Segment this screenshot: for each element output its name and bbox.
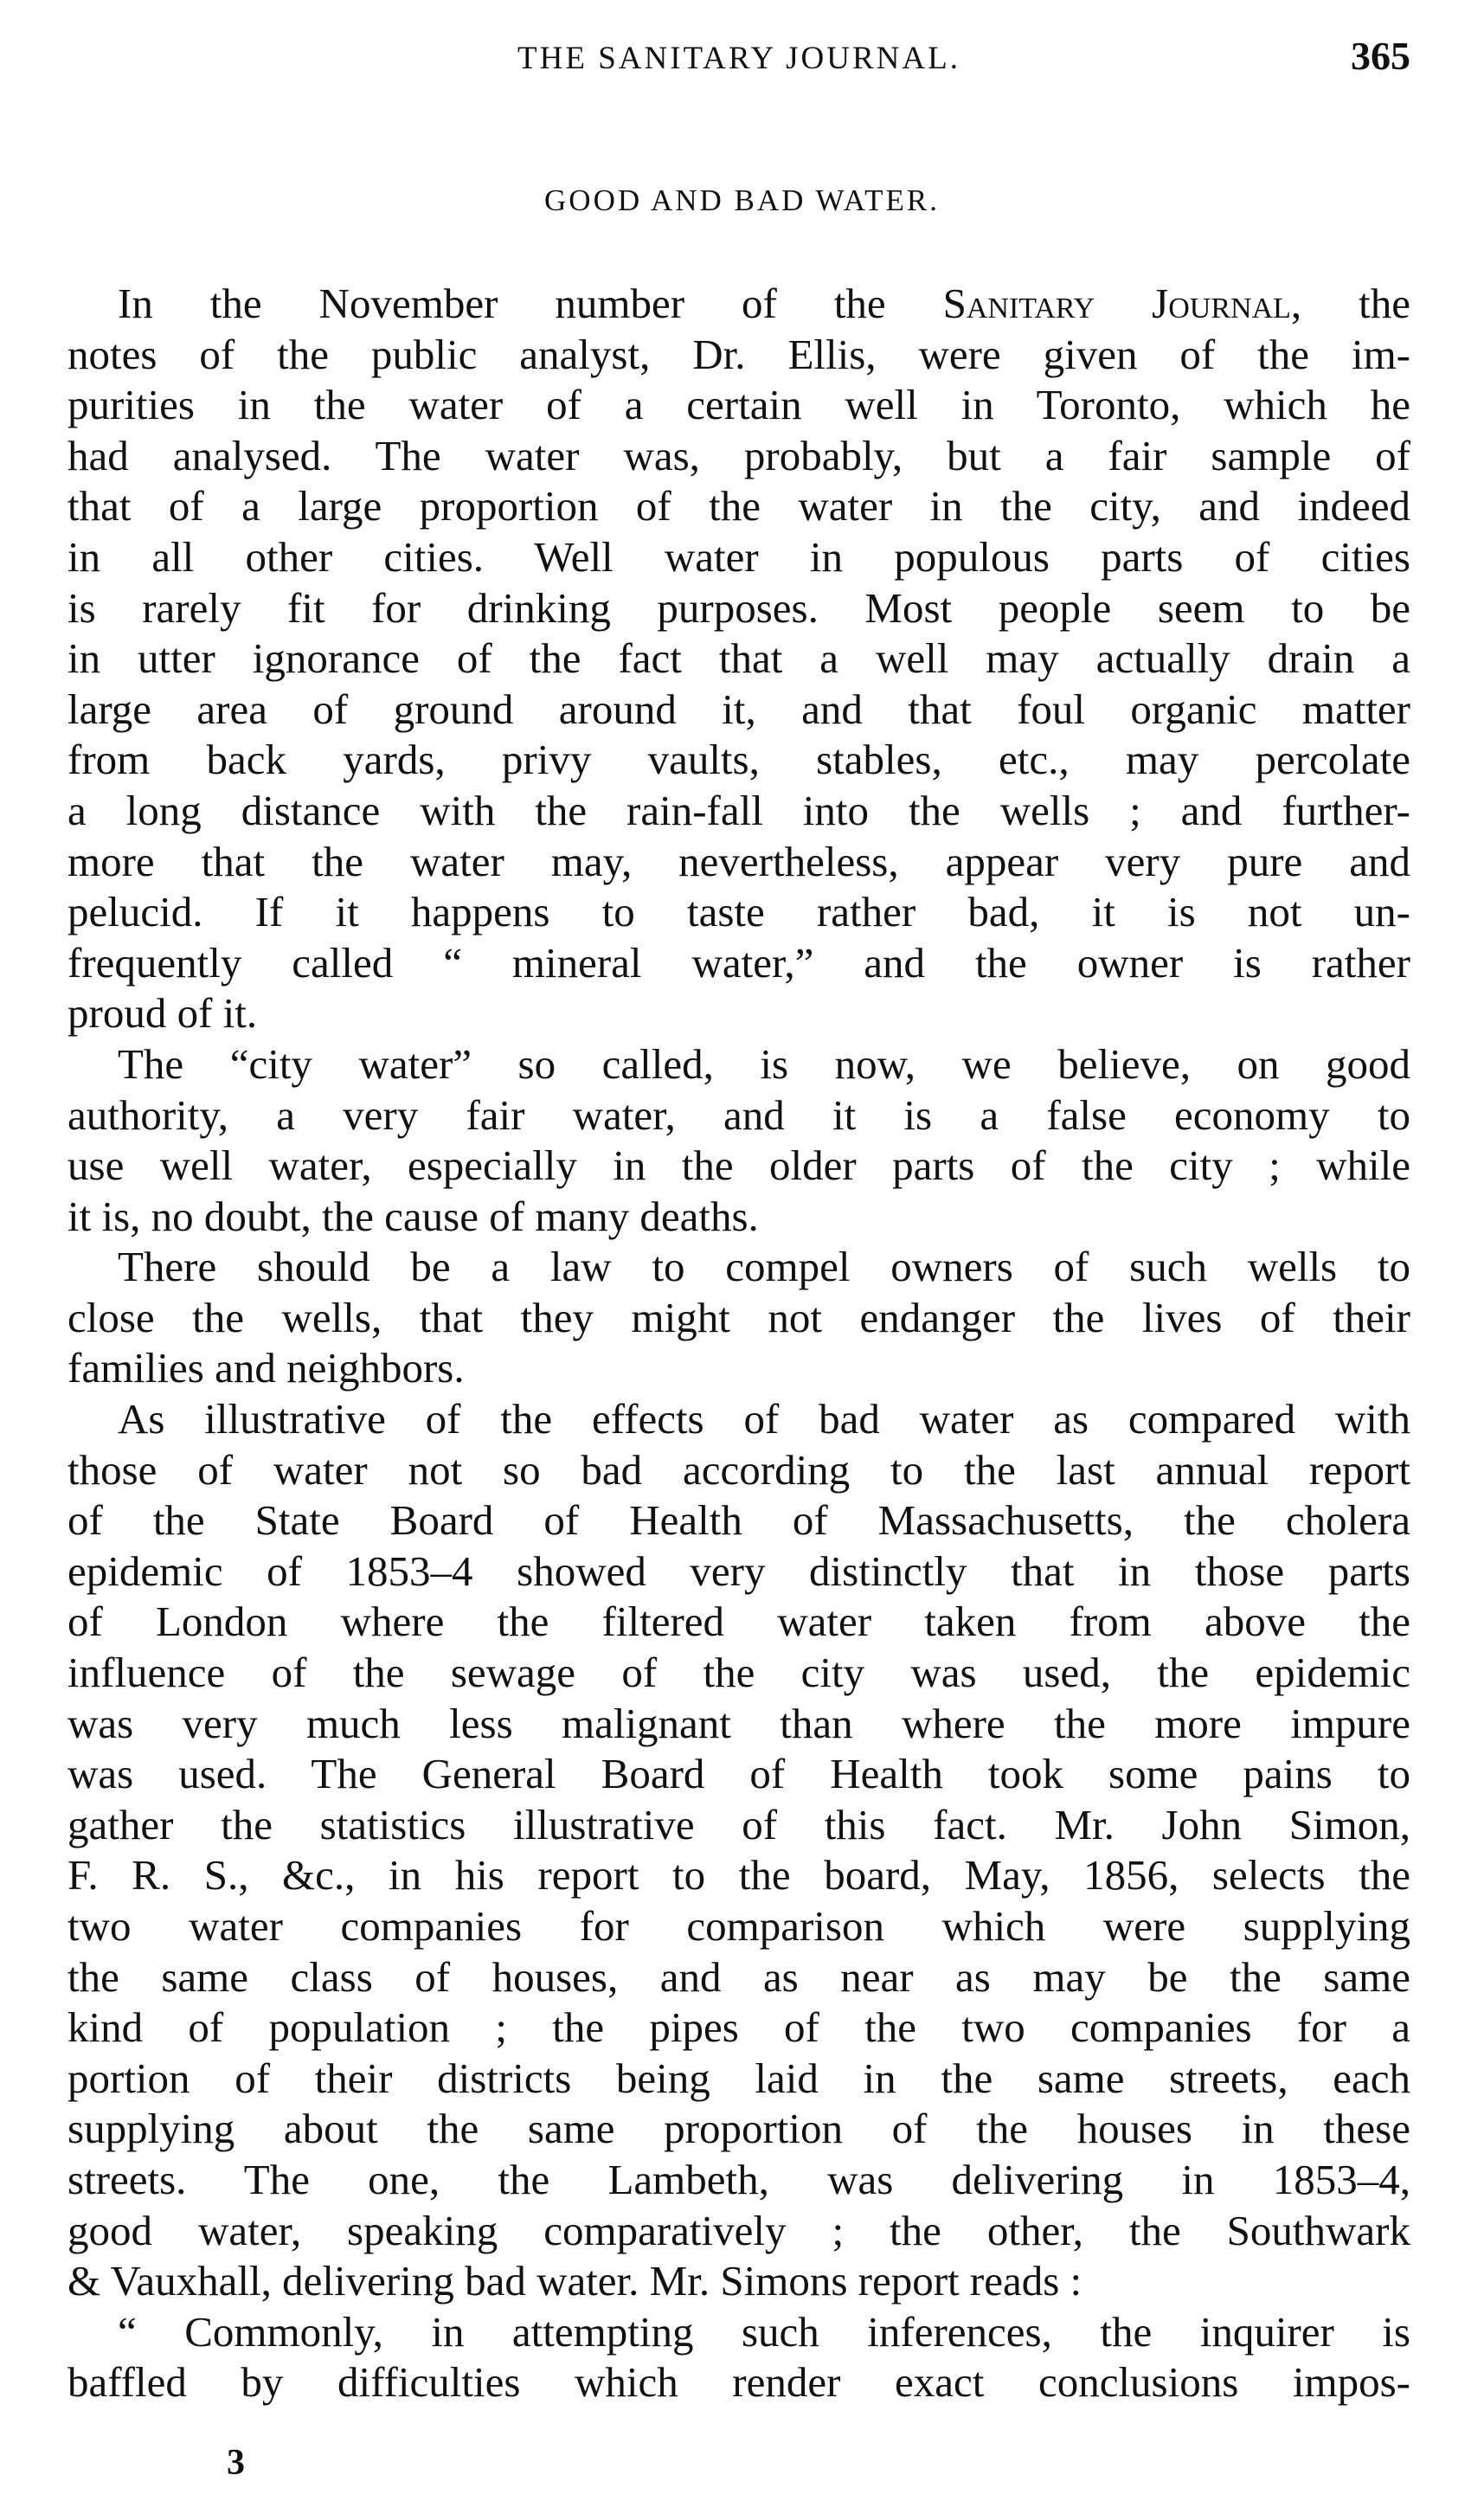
text-line: that of a large proportion of the water in the city, and indeed: [67, 482, 1410, 530]
text-line: use well water, especially in the older parts of the city ; while: [67, 1141, 1410, 1190]
text-line: in all other cities. Well water in populous parts of cities: [67, 532, 1410, 581]
text-line: gather the statistics illustrative of this fact. Mr. John Simon,: [67, 1800, 1410, 1848]
text-line: large area of ground around it, and that foul organic matter: [67, 685, 1410, 733]
running-title: THE SANITARY JOURNAL.: [517, 41, 960, 76]
text-line: from back yards, privy vaults, stables, etc., may percolate: [67, 736, 1410, 784]
article-body: [67, 279, 1410, 2408]
text-line: epidemic of 1853–4 showed very distinctly that in those parts: [67, 1546, 1410, 1595]
text-line: supplying about the same proportion of the houses in these: [67, 2105, 1410, 2153]
text-line: F. R. S., &c., in his report to the board, May, 1856, selects the: [67, 1851, 1410, 1900]
text-line: purities in the water of a certain well in Toronto, which he: [67, 381, 1410, 429]
text-line: more that the water may, nevertheless, appear very pure and: [67, 837, 1410, 885]
text-line: the same class of houses, and as near as may be the same: [67, 1952, 1410, 2001]
text-line: was used. The General Board of Health took some pains to: [67, 1750, 1410, 1798]
text-line: As illustrative of the effects of bad water as compared with: [118, 1395, 1410, 1443]
paragraph: [67, 1039, 1410, 1242]
text-line: In the November number of the Sanitary Journal, the: [118, 280, 1410, 327]
text-line: in utter ignorance of the fact that a well may actually drain a: [67, 634, 1410, 683]
signature-mark: 3: [227, 2443, 245, 2483]
text-line: it is, no doubt, the cause of many deaths.: [67, 1192, 759, 1240]
text-line: influence of the sewage of the city was used, the epidemic: [67, 1649, 1410, 1697]
text-line: “ Commonly, in attempting such inferences, the inquirer is: [118, 2307, 1410, 2356]
text-line: pelucid. If it happens to taste rather bad, it is not un-: [67, 888, 1410, 936]
text-line: baffled by difficulties which render exact conclusions impos-: [67, 2358, 1410, 2407]
page-number: 365: [1351, 34, 1410, 78]
article-title: GOOD AND BAD WATER.: [544, 183, 940, 217]
paragraph: [67, 279, 1410, 1039]
text-line: portion of their districts being laid in the same streets, each: [67, 2054, 1410, 2102]
text-line: authority, a very fair water, and it is a false economy to: [67, 1090, 1410, 1139]
text-line: frequently called “ mineral water,” and the owner is rather: [67, 938, 1410, 987]
text-line: The “city water” so called, is now, we believe, on good: [118, 1039, 1410, 1088]
paragraph: [67, 1394, 1410, 2307]
text-line: proud of it.: [67, 989, 258, 1038]
running-head: [67, 33, 1410, 85]
text-line: is rarely fit for drinking purposes. Most people seem to be: [67, 583, 1410, 632]
text-line: a long distance with the rain-fall into the wells ; and further-: [67, 786, 1410, 834]
text-line: of London where the filtered water taken from above the: [67, 1598, 1410, 1646]
paragraph: [67, 2307, 1410, 2408]
text-line: good water, speaking comparatively ; the other, the Southwark: [67, 2206, 1410, 2254]
paragraph: [67, 1242, 1410, 1394]
text-line: notes of the public analyst, Dr. Ellis, were given of the im-: [67, 330, 1410, 378]
text-line: had analysed. The water was, probably, but a fair sample of: [67, 431, 1410, 479]
text-line: There should be a law to compel owners of such wells to: [118, 1243, 1410, 1291]
text-line: close the wells, that they might not endanger the lives of their: [67, 1293, 1410, 1341]
text-line: two water companies for comparison which were supplying: [67, 1902, 1410, 1950]
text-line: streets. The one, the Lambeth, was delivering in 1853–4,: [67, 2155, 1410, 2203]
text-line: & Vauxhall, delivering bad water. Mr. Simons report reads :: [67, 2257, 1082, 2305]
text-line: those of water not so bad according to the last annual report: [67, 1445, 1410, 1494]
text-line: of the State Board of Health of Massachusetts, the cholera: [67, 1496, 1410, 1545]
text-line: kind of population ; the pipes of the two companies for a: [67, 2003, 1410, 2052]
text-line: was very much less malignant than where the more impure: [67, 1699, 1410, 1747]
journal-name-smallcaps: Sanitary Journal: [942, 280, 1291, 327]
text-line: families and neighbors.: [67, 1344, 465, 1392]
